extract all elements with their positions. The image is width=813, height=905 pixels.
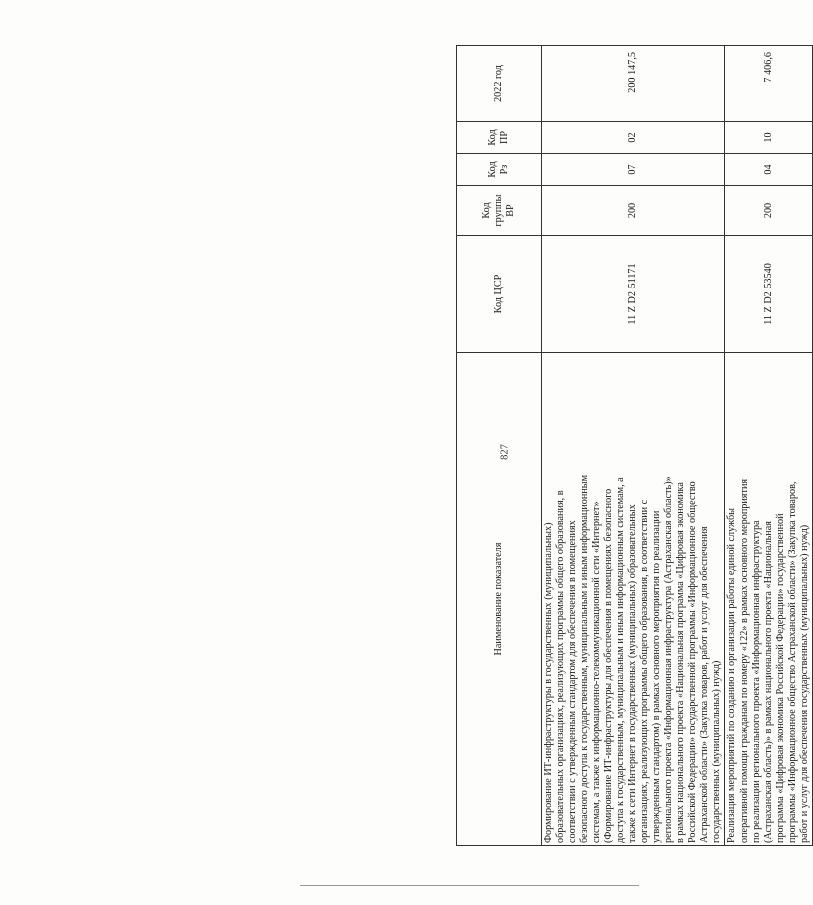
row-1-name-line: организациях, реализующих программы общего образования, в соответствии с <box>639 499 651 843</box>
row-1-name <box>542 353 725 846</box>
header-year: 2022 год <box>457 46 542 122</box>
table-row <box>725 46 812 846</box>
row-1-name-line: системам, а также к информационно-телекоммуникационной сети «Интернет» <box>591 501 603 843</box>
row-2-name-line: по реализации регионального проекта «Информационная инфраструктура <box>750 520 762 843</box>
row-1-pr: 02 <box>542 122 725 154</box>
row-1-name-line: (Формирование ИТ-инфраструктуры для обеспечения в помещениях безопасного <box>603 488 615 843</box>
row-1-vr: 200 <box>542 186 725 236</box>
row-1-name-line: Астраханской области» (Закупка товаров, работ и услуг для обеспечения <box>699 526 711 843</box>
row-1-name-line: доступа к государственным, муниципальным и иным информационным системам, а <box>615 477 627 843</box>
row-1-name-line: образовательных организациях, реализующих программы общего образования, в <box>555 490 567 843</box>
bottom-rule <box>300 885 639 886</box>
row-2-name-line: (Астраханская область)» в рамках национального проекта «Национальная <box>762 521 774 843</box>
row-2-csr: 11 Z D2 53540 <box>725 236 812 353</box>
row-2-name-line: программа «Цифровая экономика Российской Федерации» государственной <box>774 513 786 843</box>
header-csr: Код ЦСР <box>457 236 542 353</box>
header-vr: Код группы ВР <box>457 186 542 236</box>
row-1-name-line: Российской Федерации» государственной программы «Информационное общество <box>687 481 699 843</box>
rotated-page-content <box>456 46 810 846</box>
row-1-name-line: государственных (муниципальных) нужд) <box>711 660 723 843</box>
row-1-csr: 11 Z D2 51171 <box>542 236 725 353</box>
header-name: Наименование показателя <box>457 353 542 846</box>
table-row <box>542 46 725 846</box>
row-2-name-line: программы «Информационное общество Астраханской области» (Закупка товаров, <box>786 481 798 843</box>
row-1-name-line: регионального проекта «Информационная инфраструктура (Астраханская область)» <box>663 476 675 843</box>
page-number: 827 <box>499 444 511 460</box>
row-2-name-line: работ и услуг для обеспечения государственных (муниципальных) нужд) <box>798 524 810 843</box>
row-1-name-line: соответствии с утвержденным стандартом для обеспечения в помещениях <box>567 520 579 843</box>
row-2-amount: 7 406,6 <box>725 46 812 122</box>
row-2-vr: 200 <box>725 186 812 236</box>
row-1-name-line: безопасного доступа к государственным, муниципальным и иным информационным <box>579 474 591 843</box>
row-2-name-line: Реализация мероприятий по созданию и организации работы единой службы <box>726 508 738 843</box>
row-2-name-line: оперативной помощи гражданам по номеру «122» в рамках основного мероприятия <box>738 478 750 843</box>
row-1-name-line: утвержденным стандартом) в рамках основного мероприятия по реализации <box>651 510 663 843</box>
row-2-name <box>725 353 812 846</box>
row-2-pr: 10 <box>725 122 812 154</box>
row-1-rz: 07 <box>542 154 725 186</box>
row-1-name-line: Формирование ИТ-инфраструктуры в государственных (муниципальных) <box>543 522 554 843</box>
budget-table <box>456 45 813 846</box>
header-pr: Код ПР <box>457 122 542 154</box>
header-rz: Код Рз <box>457 154 542 186</box>
row-2-rz: 04 <box>725 154 812 186</box>
row-1-name-line: также к сети Интернет в государственных (муниципальных) образовательных <box>627 504 639 843</box>
table-header-row <box>457 46 542 846</box>
row-1-name-line: в рамках национального проекта «Национальная программа «Цифровая экономика <box>675 482 687 843</box>
row-1-amount: 200 147,5 <box>542 46 725 122</box>
